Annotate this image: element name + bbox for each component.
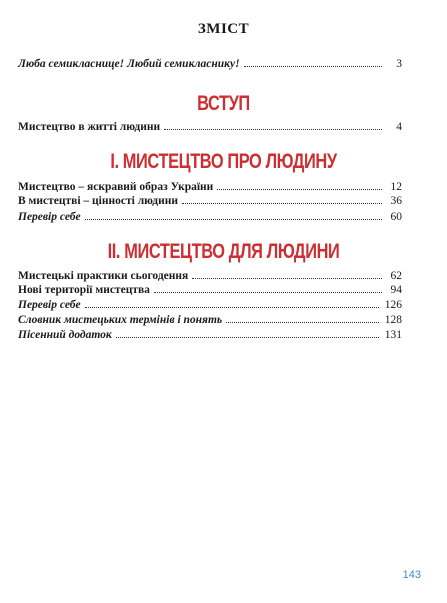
section-heading-2: ІІ. МИСТЕЦТВО ДЛЯ ЛЮДИНИ	[107, 240, 340, 263]
toc-entry-label: Перевір себе	[18, 211, 81, 223]
leader-dots	[244, 66, 382, 67]
page-title: ЗМІСТ	[197, 21, 250, 37]
toc-entry-page: 36	[390, 195, 402, 207]
toc-entry-page: 60	[390, 211, 402, 223]
toc-entry-label: Мистецтво – яскравий образ України	[18, 181, 214, 193]
section-heading-intro: ВСТУП	[197, 92, 250, 115]
toc-entry-page: 126	[384, 299, 402, 311]
leader-dots	[164, 129, 382, 130]
toc-entry-page: 62	[390, 270, 402, 282]
leader-dots	[116, 337, 379, 338]
toc-entry-page: 128	[384, 314, 402, 326]
leader-dots	[217, 189, 382, 190]
toc-entry[interactable]	[18, 194, 402, 208]
toc-entry-page: 3	[396, 58, 402, 70]
toc-entry-label: Словник мистецьких термінів і понять	[18, 314, 223, 326]
toc-entry[interactable]	[18, 180, 402, 194]
toc-entry-label: Мистецтво в житті людини	[18, 121, 161, 133]
toc-entry-label: Мистецькі практики сьогодення	[18, 270, 189, 282]
toc-entry-page: 4	[396, 121, 402, 133]
toc-entry-page: 12	[390, 181, 402, 193]
leader-dots	[226, 322, 379, 323]
toc-entry-label: Перевір себе	[18, 299, 81, 311]
toc-entry-page: 131	[384, 329, 402, 341]
toc-entry[interactable]	[18, 298, 402, 312]
section-heading-1: І. МИСТЕЦТВО ПРО ЛЮДИНУ	[110, 150, 337, 173]
toc-entry[interactable]	[18, 210, 402, 224]
toc-entry[interactable]	[18, 120, 402, 134]
toc-entry[interactable]	[18, 269, 402, 283]
toc-entry-label: Пісенний додаток	[18, 329, 112, 341]
leader-dots	[85, 219, 382, 220]
leader-dots	[154, 292, 382, 293]
toc-entry-intro[interactable]	[18, 57, 402, 71]
toc-entry[interactable]	[18, 328, 402, 342]
toc-entry-page: 94	[390, 284, 402, 296]
toc-entry-label: В мистецтві – цінності людини	[18, 195, 178, 207]
leader-dots	[85, 307, 379, 308]
leader-dots	[192, 278, 382, 279]
toc-entry-label: Нові території мистецтва	[18, 284, 150, 296]
toc-entry[interactable]	[18, 313, 402, 327]
toc-entry[interactable]	[18, 283, 402, 297]
leader-dots	[182, 203, 382, 204]
toc-entry-label: Люба семикласнице! Любий семикласнику!	[18, 58, 240, 70]
page-number: 143	[402, 569, 421, 581]
